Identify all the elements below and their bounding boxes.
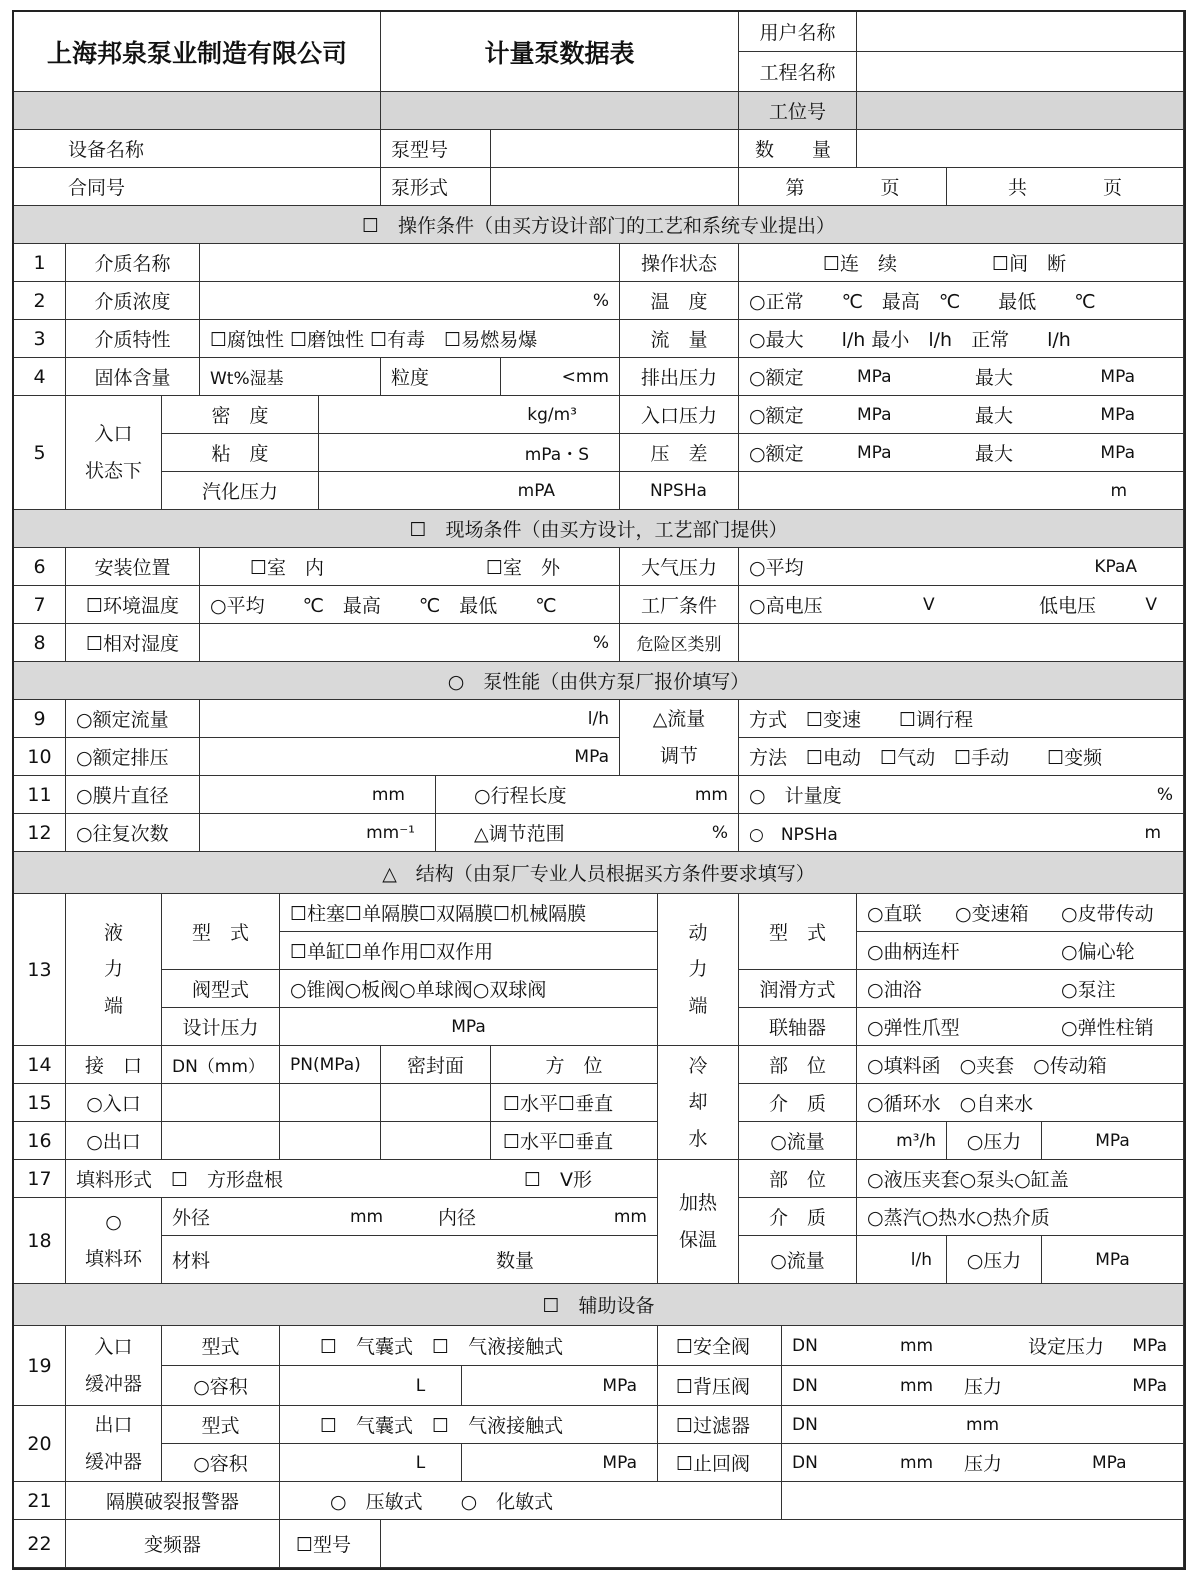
position-no-field[interactable] bbox=[857, 92, 1184, 130]
inlet-pressure-label: 入口压力 bbox=[620, 396, 739, 434]
packing-type-square[interactable]: 填料形式 ☐ 方形盘根 bbox=[66, 1160, 506, 1198]
power-end-type-label: 型 式 bbox=[739, 894, 857, 970]
medium-property-label: 介质特性 bbox=[66, 320, 200, 358]
diaphragm-rupture-alarm-label: 隔膜破裂报警器 bbox=[66, 1482, 280, 1520]
row-number: 13 bbox=[14, 894, 66, 1046]
atm-pressure-label: 大气压力 bbox=[620, 548, 739, 586]
rupture-alarm-options[interactable]: ○ 压敏式 ○ 化敏式 bbox=[280, 1482, 782, 1520]
adjust-method-options[interactable]: 方法 ☐电动 ☐气动 ☐手动 ☐变频 bbox=[739, 738, 1184, 776]
discharge-rated-unit: MPa bbox=[839, 358, 959, 396]
heating-part-label: 部 位 bbox=[739, 1160, 857, 1198]
indoor-checkbox[interactable]: ☐室 内 bbox=[200, 548, 430, 586]
connection-label: 接 口 bbox=[66, 1046, 162, 1084]
inlet-max-unit: MPa bbox=[1069, 396, 1184, 434]
diaphragm-diameter-label[interactable]: ○膜片直径 bbox=[66, 776, 200, 814]
discharge-max[interactable]: 最大 bbox=[959, 358, 1069, 396]
row-number: 3 bbox=[14, 320, 66, 358]
outlet-buffer-type-options[interactable]: ☐ 气囊式 ☐ 气液接触式 bbox=[280, 1406, 658, 1444]
row-number: 14 bbox=[14, 1046, 66, 1084]
set-pressure-unit: MPa bbox=[1122, 1326, 1184, 1366]
back-valve-mm: mm bbox=[892, 1366, 962, 1406]
low-voltage[interactable]: 低电压 bbox=[969, 586, 1109, 624]
temperature-label: 温 度 bbox=[620, 282, 739, 320]
check-valve-dn: DN bbox=[782, 1444, 892, 1482]
outer-diameter-unit: mm bbox=[340, 1198, 428, 1236]
outlet-dn-field[interactable] bbox=[162, 1122, 280, 1160]
adjust-range-label[interactable]: △调节范围 bbox=[436, 814, 620, 852]
outdoor-checkbox[interactable]: ☐室 外 bbox=[430, 548, 620, 586]
inlet-dn-field[interactable] bbox=[162, 1084, 280, 1122]
stroke-length-label[interactable]: ○行程长度 bbox=[436, 776, 620, 814]
density-field[interactable]: kg/m³ bbox=[319, 396, 620, 434]
low-voltage-unit: V bbox=[1109, 586, 1184, 624]
cooling-part-label: 部 位 bbox=[739, 1046, 857, 1084]
rated-flow-label[interactable]: ○额定流量 bbox=[66, 700, 200, 738]
orientation-header: 方 位 bbox=[491, 1046, 658, 1084]
diaphragm-diameter-field[interactable]: mm bbox=[200, 776, 436, 814]
coupling-label: 联轴器 bbox=[739, 1008, 857, 1046]
ambient-temp-options[interactable]: ○平均 ℃ 最高 ℃ 最低 ℃ bbox=[200, 586, 620, 624]
row-number: 12 bbox=[14, 814, 66, 852]
page-number: 第 页 bbox=[739, 168, 947, 206]
liquid-end-label: 液 力 端 bbox=[66, 894, 162, 1046]
diff-max[interactable]: 最大 bbox=[959, 434, 1069, 472]
cooling-water-label: 冷 却 水 bbox=[658, 1046, 739, 1160]
inlet-buffer-type-label: 型式 bbox=[162, 1326, 280, 1366]
temperature-options[interactable]: ○正常 ℃ 最高 ℃ 最低 ℃ bbox=[739, 282, 1184, 320]
atm-unit: KPaA bbox=[989, 548, 1184, 586]
check-valve-pressure-label: 压力 bbox=[962, 1444, 1062, 1482]
eccentric-option[interactable]: ○偏心轮 bbox=[1057, 932, 1184, 970]
valve-type-options[interactable]: ○锥阀○板阀○单球阀○双球阀 bbox=[280, 970, 658, 1008]
cooling-part-options[interactable]: ○填料函 ○夹套 ○传动箱 bbox=[857, 1046, 1184, 1084]
install-location-label: 安装位置 bbox=[66, 548, 200, 586]
direct-coupled-option[interactable]: ○直联 bbox=[857, 894, 947, 932]
atm-average[interactable]: ○平均 bbox=[739, 548, 989, 586]
vapor-pressure-field[interactable]: mPA bbox=[319, 472, 620, 510]
stroke-frequency-label[interactable]: ○往复次数 bbox=[66, 814, 200, 852]
medium-concentration-label: 介质浓度 bbox=[66, 282, 200, 320]
high-voltage-unit: V bbox=[889, 586, 969, 624]
gearbox-option[interactable]: ○变速箱 bbox=[947, 894, 1057, 932]
liquid-end-type-label: 型 式 bbox=[162, 894, 280, 970]
inlet-buffer-pressure-unit: MPa bbox=[462, 1366, 658, 1406]
medium-name-label: 介质名称 bbox=[66, 244, 200, 282]
heating-pressure-unit: MPa bbox=[1042, 1236, 1184, 1284]
row-number: 16 bbox=[14, 1122, 66, 1160]
section-structure: △ 结构（由泵厂专业人员根据买方条件要求填写） bbox=[14, 852, 1184, 894]
row-number: 10 bbox=[14, 738, 66, 776]
diff-max-unit: MPa bbox=[1069, 434, 1184, 472]
granularity-field[interactable]: <mm bbox=[501, 358, 620, 396]
diff-rated-unit: MPa bbox=[839, 434, 959, 472]
inner-diameter-label: 内径 bbox=[428, 1198, 578, 1236]
outlet-connection-label[interactable]: ○出口 bbox=[66, 1122, 162, 1160]
section-site-conditions: ☐ 现场条件（由买方设计，工艺部门提供） bbox=[14, 510, 1184, 548]
project-name-field[interactable] bbox=[857, 52, 1184, 92]
granularity-label: 粒度 bbox=[381, 358, 501, 396]
pump-model-label: 泵型号 bbox=[381, 130, 491, 168]
adjust-mode-options[interactable]: 方式 ☐变速 ☐调行程 bbox=[739, 700, 1184, 738]
section-pump-performance: ○ 泵性能（由供方泵厂报价填写） bbox=[14, 662, 1184, 700]
relative-humidity-field[interactable]: % bbox=[200, 624, 620, 662]
rated-discharge-label[interactable]: ○额定排压 bbox=[66, 738, 200, 776]
inlet-buffer-type-options[interactable]: ☐ 气囊式 ☐ 气液接触式 bbox=[280, 1326, 658, 1366]
plant-conditions-label: 工厂条件 bbox=[620, 586, 739, 624]
pump-type-label: 泵形式 bbox=[381, 168, 491, 206]
npsha-field[interactable]: m bbox=[739, 472, 1184, 510]
viscosity-label: 粘 度 bbox=[162, 434, 319, 472]
vapor-pressure-label: 汽化压力 bbox=[162, 472, 319, 510]
pn-header: PN(MPa) bbox=[280, 1046, 381, 1084]
position-no-label: 工位号 bbox=[739, 92, 857, 130]
row-number: 7 bbox=[14, 586, 66, 624]
heating-part-options[interactable]: ○液压夹套○泵头○缸盖 bbox=[857, 1160, 1184, 1198]
inlet-rated-unit: MPa bbox=[839, 396, 959, 434]
diff-rated[interactable]: ○额定 bbox=[739, 434, 839, 472]
outlet-buffer-pressure-unit: MPa bbox=[462, 1444, 658, 1482]
medium-concentration-field[interactable]: % bbox=[200, 282, 620, 320]
outer-diameter-label: 外径 bbox=[162, 1198, 340, 1236]
user-name-label: 用户名称 bbox=[739, 12, 857, 52]
quantity-label: 数 量 bbox=[739, 130, 857, 168]
company-name: 上海邦泉泵业制造有限公司 bbox=[14, 12, 381, 92]
packing-type-v[interactable]: ☐ V形 bbox=[506, 1160, 658, 1198]
pump-type-field[interactable] bbox=[491, 168, 739, 206]
dn-header: DN（mm） bbox=[162, 1046, 280, 1084]
outlet-pn-field[interactable] bbox=[280, 1122, 381, 1160]
inlet-pn-field[interactable] bbox=[280, 1084, 381, 1122]
check-valve-mm: mm bbox=[892, 1444, 962, 1482]
hazard-area-field[interactable] bbox=[739, 624, 1184, 662]
discharge-rated[interactable]: ○额定 bbox=[739, 358, 839, 396]
row-number: 8 bbox=[14, 624, 66, 662]
row-number: 11 bbox=[14, 776, 66, 814]
filter-dn: DN bbox=[782, 1406, 962, 1444]
quantity-field[interactable] bbox=[857, 130, 1184, 168]
crank-option[interactable]: ○曲柄连杆 bbox=[857, 932, 1057, 970]
inlet-state-label: 入口 状态下 bbox=[66, 396, 162, 510]
heating-flow-unit: l/h bbox=[857, 1236, 947, 1284]
medium-property-options[interactable]: ☐腐蚀性 ☐磨蚀性 ☐有毒 ☐易燃易爆 bbox=[200, 320, 620, 358]
inlet-buffer-volume-unit: L bbox=[280, 1366, 462, 1406]
flow-label: 流 量 bbox=[620, 320, 739, 358]
packing-quantity-label: 数量 bbox=[492, 1236, 658, 1284]
blank-cell bbox=[381, 92, 739, 130]
outlet-orientation-options[interactable]: ☐水平☐垂直 bbox=[491, 1122, 658, 1160]
inverter-model-field[interactable] bbox=[381, 1520, 1184, 1568]
back-valve-pressure-label: 压力 bbox=[962, 1366, 1062, 1406]
row-number: 5 bbox=[14, 396, 66, 510]
safety-valve-checkbox[interactable]: ☐安全阀 bbox=[658, 1326, 782, 1366]
density-label: 密 度 bbox=[162, 396, 319, 434]
set-pressure-label: 设定压力 bbox=[1022, 1326, 1122, 1366]
operation-state-label: 操作状态 bbox=[620, 244, 739, 282]
stroke-frequency-field[interactable]: mm⁻¹ bbox=[200, 814, 436, 852]
pressure-diff-label: 压 差 bbox=[620, 434, 739, 472]
oil-bath-option[interactable]: ○油浴 bbox=[857, 970, 1057, 1008]
inverter-label: 变频器 bbox=[66, 1520, 280, 1568]
section-operating-conditions: ☐ 操作条件（由买方设计部门的工艺和系统专业提出） bbox=[14, 206, 1184, 244]
valve-type-label: 阀型式 bbox=[162, 970, 280, 1008]
adjust-range-unit: % bbox=[620, 814, 739, 852]
row-number: 4 bbox=[14, 358, 66, 396]
lubrication-label: 润滑方式 bbox=[739, 970, 857, 1008]
cooling-pressure-unit: MPa bbox=[1042, 1122, 1184, 1160]
cooling-medium-label: 介 质 bbox=[739, 1084, 857, 1122]
check-valve-checkbox[interactable]: ☐止回阀 bbox=[658, 1444, 782, 1482]
outlet-seal-field[interactable] bbox=[381, 1122, 491, 1160]
npsha-perf-label[interactable]: ○ NPSHa bbox=[739, 814, 1039, 852]
liquid-end-type-options-b[interactable]: ☐单缸☐单作用☐双作用 bbox=[280, 932, 658, 970]
row-number: 2 bbox=[14, 282, 66, 320]
cooling-pressure-label[interactable]: ○压力 bbox=[947, 1122, 1042, 1160]
discharge-max-unit: MPa bbox=[1069, 358, 1184, 396]
cooling-medium-options[interactable]: ○循环水 ○自来水 bbox=[857, 1084, 1184, 1122]
row-number: 20 bbox=[14, 1406, 66, 1482]
safety-valve-mm: mm bbox=[892, 1326, 1022, 1366]
solid-content-field[interactable]: Wt%湿基 bbox=[200, 358, 381, 396]
filter-checkbox[interactable]: ☐过滤器 bbox=[658, 1406, 782, 1444]
cooling-flow-unit: m³/h bbox=[857, 1122, 947, 1160]
hazard-area-label: 危险区类别 bbox=[620, 624, 739, 662]
filter-mm: mm bbox=[962, 1406, 1184, 1444]
inlet-max[interactable]: 最大 bbox=[959, 396, 1069, 434]
blank-cell bbox=[14, 92, 381, 130]
rated-discharge-field[interactable]: MPa bbox=[200, 738, 620, 776]
npsha-perf-unit: m bbox=[1039, 814, 1184, 852]
ambient-temp-label[interactable]: ☐环境温度 bbox=[66, 586, 200, 624]
row-number: 6 bbox=[14, 548, 66, 586]
metering-accuracy-unit: % bbox=[1039, 776, 1184, 814]
liquid-end-type-options-a[interactable]: ☐柱塞☐单隔膜☐双隔膜☐机械隔膜 bbox=[280, 894, 658, 932]
pump-model-field[interactable] bbox=[491, 130, 739, 168]
inlet-connection-label[interactable]: ○入口 bbox=[66, 1084, 162, 1122]
heating-pressure-label[interactable]: ○压力 bbox=[947, 1236, 1042, 1284]
medium-name-field[interactable] bbox=[200, 244, 620, 282]
pin-coupling-option[interactable]: ○弹性柱销 bbox=[1057, 1008, 1184, 1046]
rated-flow-field[interactable]: l/h bbox=[200, 700, 620, 738]
row-number: 22 bbox=[14, 1520, 66, 1568]
inlet-rated[interactable]: ○额定 bbox=[739, 396, 839, 434]
jaw-coupling-option[interactable]: ○弹性爪型 bbox=[857, 1008, 1057, 1046]
outlet-buffer-label: 出口 缓冲器 bbox=[66, 1406, 162, 1482]
blank-cell bbox=[782, 1482, 1184, 1520]
cooling-flow-label[interactable]: ○流量 bbox=[739, 1122, 857, 1160]
stroke-length-unit: mm bbox=[620, 776, 739, 814]
solid-content-label: 固体含量 bbox=[66, 358, 200, 396]
inner-diameter-unit: mm bbox=[578, 1198, 658, 1236]
row-number: 1 bbox=[14, 244, 66, 282]
inlet-buffer-label: 入口 缓冲器 bbox=[66, 1326, 162, 1406]
inlet-seal-field[interactable] bbox=[381, 1084, 491, 1122]
row-number: 21 bbox=[14, 1482, 66, 1520]
discharge-pressure-label: 排出压力 bbox=[620, 358, 739, 396]
outlet-buffer-type-label: 型式 bbox=[162, 1406, 280, 1444]
outlet-buffer-volume-unit: L bbox=[280, 1444, 462, 1482]
flow-adjust-label: △流量 调节 bbox=[620, 700, 739, 776]
flow-options[interactable]: ○最大 l/h 最小 l/h 正常 l/h bbox=[739, 320, 1184, 358]
back-valve-dn: DN bbox=[782, 1366, 892, 1406]
row-number: 19 bbox=[14, 1326, 66, 1406]
inverter-model-checkbox[interactable]: ☐型号 bbox=[280, 1520, 381, 1568]
row-number: 15 bbox=[14, 1084, 66, 1122]
design-pressure-label: 设计压力 bbox=[162, 1008, 280, 1046]
check-valve-pressure-unit: MPa bbox=[1062, 1444, 1184, 1482]
high-voltage[interactable]: ○高电压 bbox=[739, 586, 889, 624]
packing-ring-label[interactable]: ○ 填料环 bbox=[66, 1198, 162, 1284]
contract-no-label: 合同号 bbox=[14, 168, 381, 206]
power-end-label: 动 力 端 bbox=[658, 894, 739, 1046]
inlet-orientation-options[interactable]: ☐水平☐垂直 bbox=[491, 1084, 658, 1122]
viscosity-field[interactable]: mPa・S bbox=[319, 434, 620, 472]
back-valve-pressure-unit: MPa bbox=[1062, 1366, 1184, 1406]
relative-humidity-label[interactable]: ☐相对湿度 bbox=[66, 624, 200, 662]
row-number: 18 bbox=[14, 1198, 66, 1284]
inlet-buffer-volume-label[interactable]: ○容积 bbox=[162, 1366, 280, 1406]
metering-accuracy-label[interactable]: ○ 计量度 bbox=[739, 776, 1039, 814]
heating-medium-options[interactable]: ○蒸汽○热水○热介质 bbox=[857, 1198, 1184, 1236]
seal-face-header: 密封面 bbox=[381, 1046, 491, 1084]
design-pressure-field[interactable]: MPa bbox=[280, 1008, 658, 1046]
packing-material-label: 材料 bbox=[162, 1236, 492, 1284]
section-auxiliary-equipment: ☐ 辅助设备 bbox=[14, 1284, 1184, 1326]
heating-insulation-label: 加热 保温 bbox=[658, 1160, 739, 1284]
operation-state-options[interactable]: ☐连 续 ☐间 断 bbox=[739, 244, 1184, 282]
npsha-label: NPSHa bbox=[620, 472, 739, 510]
belt-drive-option[interactable]: ○皮带传动 bbox=[1057, 894, 1184, 932]
row-number: 17 bbox=[14, 1160, 66, 1198]
heating-flow-label[interactable]: ○流量 bbox=[739, 1236, 857, 1284]
outlet-buffer-volume-label[interactable]: ○容积 bbox=[162, 1444, 280, 1482]
pump-injection-option[interactable]: ○泵注 bbox=[1057, 970, 1184, 1008]
device-name-label: 设备名称 bbox=[14, 130, 381, 168]
project-name-label: 工程名称 bbox=[739, 52, 857, 92]
user-name-field[interactable] bbox=[857, 12, 1184, 52]
sheet-title: 计量泵数据表 bbox=[381, 12, 739, 92]
page-total: 共 页 bbox=[947, 168, 1184, 206]
back-pressure-valve-checkbox[interactable]: ☐背压阀 bbox=[658, 1366, 782, 1406]
heating-medium-label: 介 质 bbox=[739, 1198, 857, 1236]
row-number: 9 bbox=[14, 700, 66, 738]
safety-valve-dn: DN bbox=[782, 1326, 892, 1366]
